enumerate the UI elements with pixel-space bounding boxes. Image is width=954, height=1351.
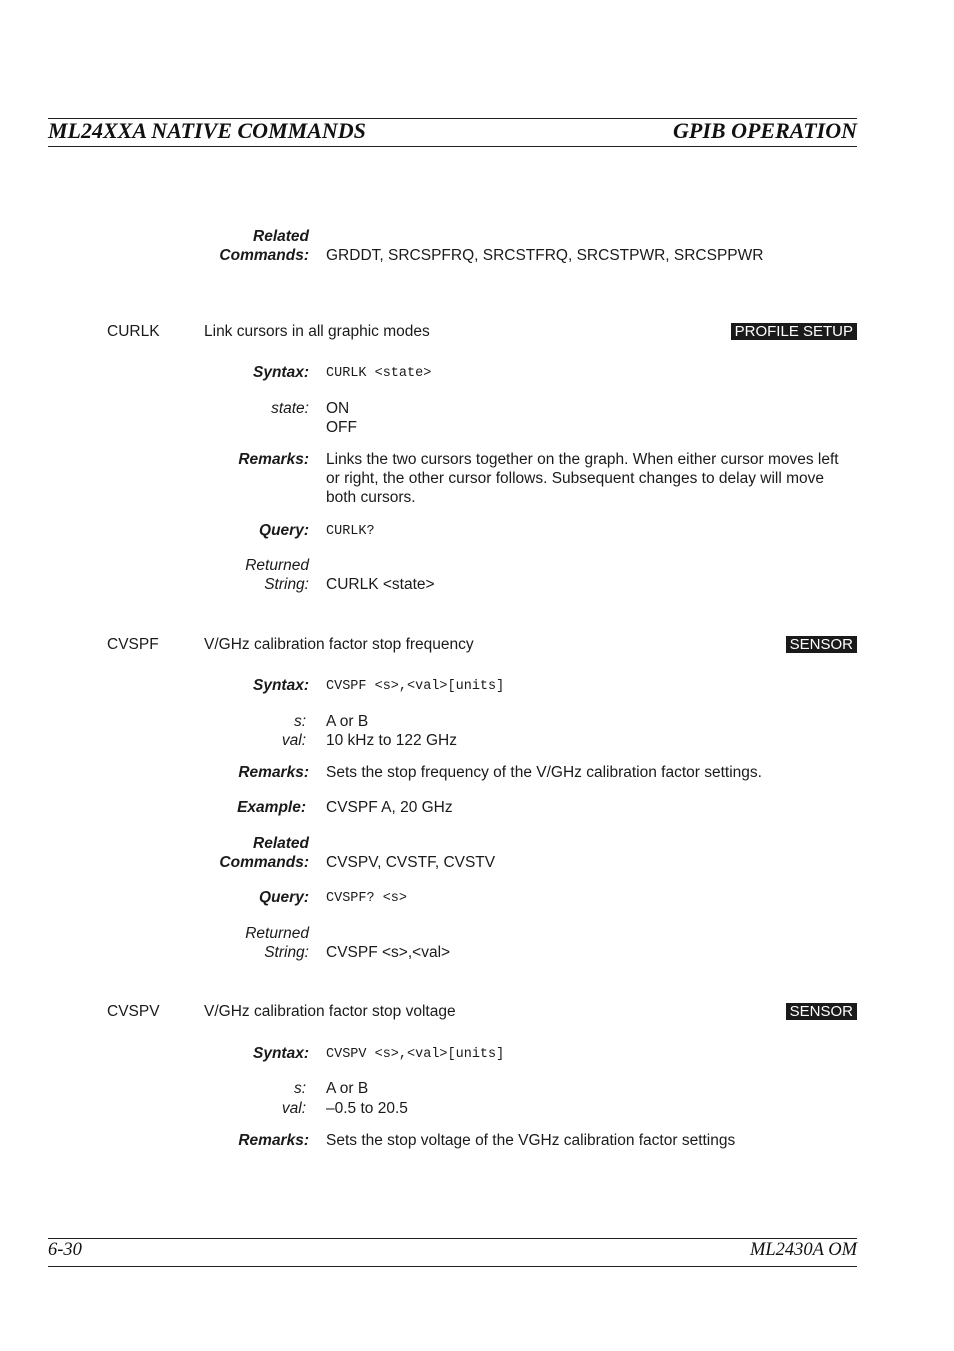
footer-page-number: 6-30 [48, 1240, 82, 1260]
header-bottom-rule [48, 146, 857, 147]
query-label: Query: [259, 522, 309, 539]
remarks-label: Remarks: [238, 451, 309, 468]
s-label: s: [293, 1080, 306, 1097]
returned-label: Returned [245, 925, 309, 942]
state-value-off: OFF [326, 419, 357, 436]
command-description: Link cursors in all graphic modes [204, 323, 430, 340]
category-badge: PROFILE SETUP [731, 323, 857, 340]
example-label: Example: [237, 799, 306, 816]
state-value-on: ON [326, 400, 350, 417]
s-label: s: [293, 713, 306, 730]
query-value: CVSPF? <s> [326, 891, 408, 906]
related-commands-value: CVSPV, CVSTF, CVSTV [326, 854, 496, 871]
related-commands-value: GRDDT, SRCSPFRQ, SRCSTFRQ, SRCSTPWR, SRCSPPWR [326, 247, 764, 264]
commands-label: Commands: [219, 854, 309, 871]
category-badge: SENSOR [786, 636, 857, 653]
command-name: CVSPF [107, 636, 159, 653]
header-right-title: GPIB OPERATION [673, 118, 857, 143]
command-description: V/GHz calibration factor stop voltage [204, 1003, 456, 1020]
related-label: Related [253, 228, 309, 245]
remarks-value: Sets the stop frequency of the V/GHz calibration factor settings. [326, 764, 762, 781]
syntax-label: Syntax: [253, 1045, 309, 1062]
remarks-label: Remarks: [238, 1132, 309, 1149]
syntax-value: CVSPF <s>,<val>[units] [326, 679, 505, 694]
footer-top-rule [48, 1238, 857, 1239]
returned-string-value: CVSPF <s>,<val> [326, 944, 451, 961]
syntax-label: Syntax: [253, 364, 309, 381]
command-name: CURLK [107, 323, 160, 340]
remarks-value: Sets the stop voltage of the VGHz calibration factor settings [326, 1132, 736, 1149]
query-label: Query: [259, 889, 309, 906]
s-value: A or B [326, 713, 369, 730]
s-value: A or B [326, 1080, 369, 1097]
val-value: 10 kHz to 122 GHz [326, 732, 457, 749]
returned-label: Returned [245, 557, 309, 574]
example-value: CVSPF A, 20 GHz [326, 799, 453, 816]
command-name: CVSPV [107, 1003, 160, 1020]
val-label: val: [281, 1100, 306, 1117]
command-description: V/GHz calibration factor stop frequency [204, 636, 474, 653]
remarks-line-3: both cursors. [326, 489, 416, 506]
footer-manual-name: ML2430A OM [749, 1240, 857, 1260]
category-badge: SENSOR [786, 1003, 857, 1020]
returned-string-value: CURLK <state> [326, 576, 435, 593]
remarks-label: Remarks: [238, 764, 309, 781]
commands-label: Commands: [219, 247, 309, 264]
syntax-value: CVSPV <s>,<val>[units] [326, 1047, 505, 1062]
remarks-line-1: Links the two cursors together on the graph. When either cursor moves left [326, 451, 839, 468]
related-label: Related [253, 835, 309, 852]
footer-bottom-rule [48, 1266, 857, 1267]
val-label: val: [281, 732, 306, 749]
string-label: String: [264, 576, 309, 593]
syntax-value: CURLK <state> [326, 366, 432, 381]
syntax-label: Syntax: [253, 677, 309, 694]
state-label: state: [271, 400, 309, 417]
val-value: –0.5 to 20.5 [326, 1100, 408, 1117]
string-label: String: [264, 944, 309, 961]
header-left-title: ML24XXA NATIVE COMMANDS [48, 118, 366, 143]
remarks-line-2: or right, the other cursor follows. Subsequent changes to delay will move [326, 470, 824, 487]
query-value: CURLK? [326, 524, 375, 539]
